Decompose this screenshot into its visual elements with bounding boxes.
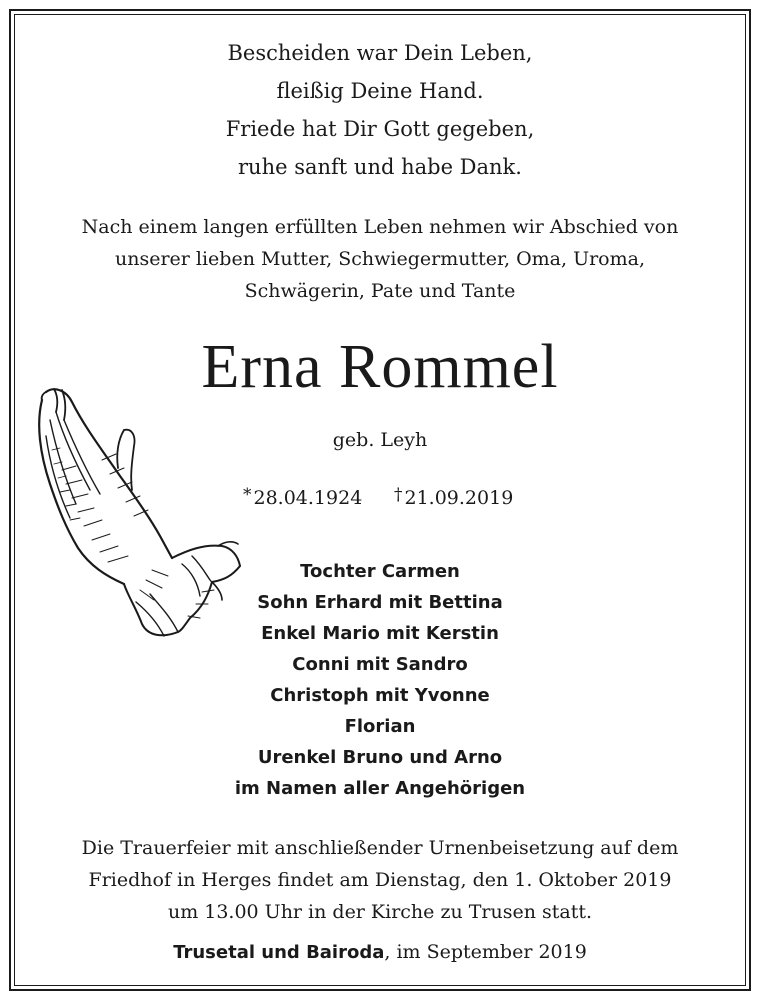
death-date-group [394, 480, 513, 513]
poem-line: fleißig Deine Hand. [276, 79, 484, 103]
family-member: Conni mit Sandro [292, 654, 468, 675]
deceased-name: Erna Rommel [201, 333, 559, 401]
intro-line: Schwägerin, Pate und Tante [244, 280, 516, 302]
poem-line: ruhe sanft und habe Dank. [238, 155, 522, 179]
intro-line: unserer lieben Mutter, Schwiegermutter, Oma, Uroma, [114, 248, 645, 270]
poem [0, 34, 760, 186]
family-member: Urenkel Bruno und Arno [257, 747, 503, 768]
family-member: Enkel Mario mit Kerstin [261, 623, 499, 644]
praying-hands-icon [32, 380, 247, 645]
death-date: 21.09.2019 [404, 487, 514, 509]
closing-date: , im September 2019 [384, 941, 587, 963]
intro-line: Nach einem langen erfüllten Leben nehmen wir Abschied von [81, 216, 679, 238]
family-member: im Namen aller Angehörigen [234, 778, 526, 799]
ceremony-line: Friedhof in Herges findet am Dienstag, den 1. Oktober 2019 [88, 869, 672, 891]
family-member: Sohn Erhard mit Bettina [257, 592, 503, 613]
ceremony-line: Die Trauerfeier mit anschließender Urnenbeisetzung auf dem [81, 837, 679, 859]
maiden-name: geb. Leyh [332, 429, 428, 451]
poem-line: Friede hat Dir Gott gegeben, [225, 117, 535, 141]
family-member: Florian [344, 716, 416, 737]
birth-symbol: * [243, 485, 252, 505]
ceremony-line: um 13.00 Uhr in der Kirche zu Trusen statt. [167, 901, 593, 923]
poem-line: Bescheiden war Dein Leben, [227, 41, 533, 65]
family-member: Tochter Carmen [300, 561, 460, 582]
intro-text [0, 211, 760, 307]
family-member: Christoph mit Yvonne [270, 685, 490, 706]
ceremony-details [0, 832, 760, 928]
closing-line [0, 936, 760, 969]
birth-date-group [243, 480, 362, 513]
birth-date: 28.04.1924 [253, 487, 363, 509]
death-cross-symbol: † [394, 485, 403, 505]
closing-places: Trusetal und Bairoda [173, 942, 385, 963]
